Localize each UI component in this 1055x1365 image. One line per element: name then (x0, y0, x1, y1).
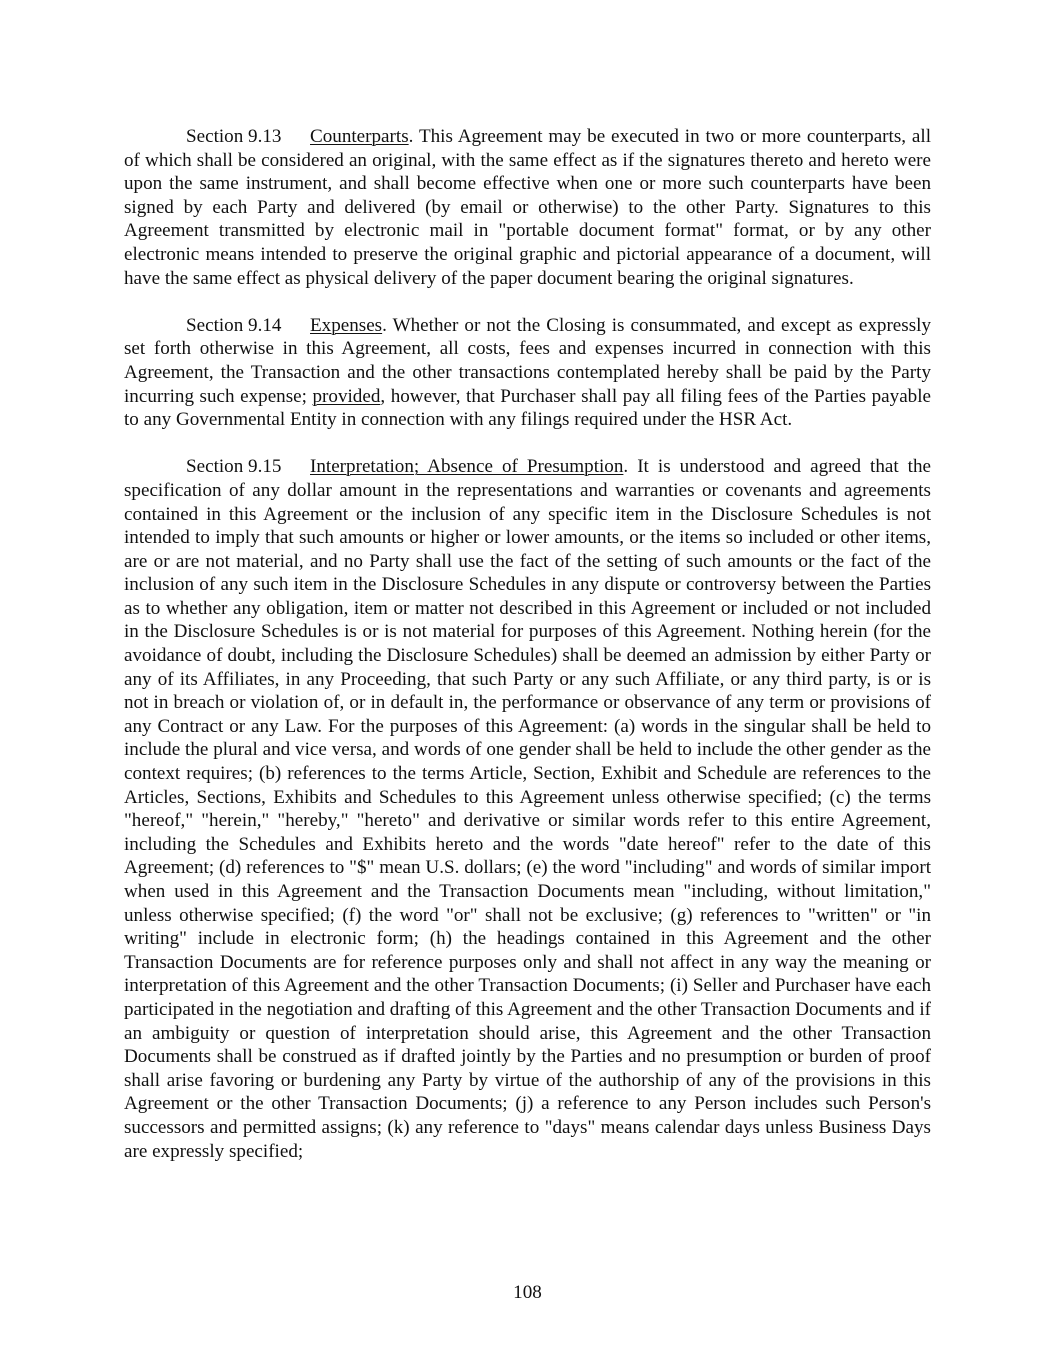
section-heading: Interpretation; Absence of Presumption (310, 456, 624, 478)
section-text: . Whether or not the Closing is consummated, and except as expressly set forth otherwise in this Agreement, all costs, fees and expenses incurred in connection with this Agreement, the Transaction and the other transactions contemplated hereby shall be paid by the Party incurring such expense; (124, 314, 931, 407)
section-number: Section 9.13 (186, 126, 282, 147)
document-page (124, 125, 931, 1187)
section-9-14 (124, 314, 931, 432)
section-9-13 (124, 125, 931, 290)
section-heading: Counterparts (310, 126, 409, 147)
section-number: Section 9.14 (186, 314, 282, 336)
section-text: . It is understood and agreed that the specification of any dollar amount in the representations and warranties or covenants and agreements contained in this Agreement or the inclusion of any specific item in the Disclosure Schedules is not intended to imply that such amounts or higher or lower amounts, or the items so included or other items, are or are not material, and no Party shall use the fact of the setting of such amounts or the fact of the inclusion of any such item in the Disclosure Schedules in any dispute or controversy between the Parties as to whether any obligation, item or matter not described in this Agreement or included or not included in the Disclosure Schedules is or is not material for purposes of this Agreement. Nothing herein (for the avoidance of doubt, including the Disclosure Schedules) shall be deemed an admission by either Party or any of its Affiliates, in any Proceeding, that such Party or any such Affiliate, or any third party, is or is not in breach or violation of, or in default in, the performance or observance of any term or provisions of any Contract or any Law. For the purposes of this Agreement: (a) words in the singular shall be held to include the plural and vice versa, and words of one gender shall be held to include the other gender as the context requires; (b) references to the terms Article, Section, Exhibit and Schedule are references to the Articles, Sections, Exhibits and Schedules to this Agreement unless otherwise specified; (c) the terms "hereof," "herein," "hereby," "hereto" and derivative or similar words refer to this entire Agreement, including the Schedules and Exhibits hereto and the words "date hereof" refer to the date of this Agreement; (d) references to "$" mean U.S. dollars; (e) the word "including" and words of similar import when used in this Agreement and the Transaction Documents mean "including, without limitation," unless otherwise specified; (f) the word "or" shall not be exclusive; (g) references to "written" or "in writing" include in electronic form; (h) the headings contained in this Agreement and the other Transaction Documents are for reference purposes only and shall not affect in any way the meaning or interpretation of this Agreement and the other Transaction Documents; (i) Seller and Purchaser have each participated in the negotiation and drafting of this Agreement and the other Transaction Documents and if an ambiguity or question of interpretation should arise, this Agreement and the other Transaction Documents shall be construed as if drafted jointly by the Parties and no presumption or burden of proof shall arise favoring or burdening any Party by virtue of the authorship of any of the provisions in this Agreement or the other Transaction Documents; (j) a reference to any Person includes such Person's successors and permitted assigns; (k) any reference to "days" means calendar days unless Business Days are expressly specified; (124, 456, 931, 1162)
section-9-14-paragraph (124, 314, 931, 432)
page-number: 108 (513, 1282, 542, 1303)
section-9-15 (124, 455, 931, 1163)
provided-emphasis: provided (312, 385, 381, 407)
section-heading: Expenses (310, 314, 383, 336)
section-9-15-paragraph (124, 455, 931, 1163)
section-number: Section 9.15 (186, 456, 282, 478)
section-9-13-paragraph (124, 125, 931, 290)
section-text-continued: , however, that Purchaser shall pay all filing fees of the Parties payable to any Governmental Entity in connection with any filings required under the HSR Act. (124, 385, 932, 431)
section-text: . This Agreement may be executed in two or more counterparts, all of which shall be considered an original, with the same effect as if the signatures thereto and hereto were upon the same instrument, and shall become effective when one or more such counterparts have been signed by each Party and delivered (by email or otherwise) to the other Party. Signatures to this Agreement transmitted by electronic mail in "portable document format" format, or by any other electronic means intended to preserve the original graphic and pictorial appearance of a document, will have the same effect as physical delivery of the paper document bearing the original signatures. (124, 126, 931, 289)
